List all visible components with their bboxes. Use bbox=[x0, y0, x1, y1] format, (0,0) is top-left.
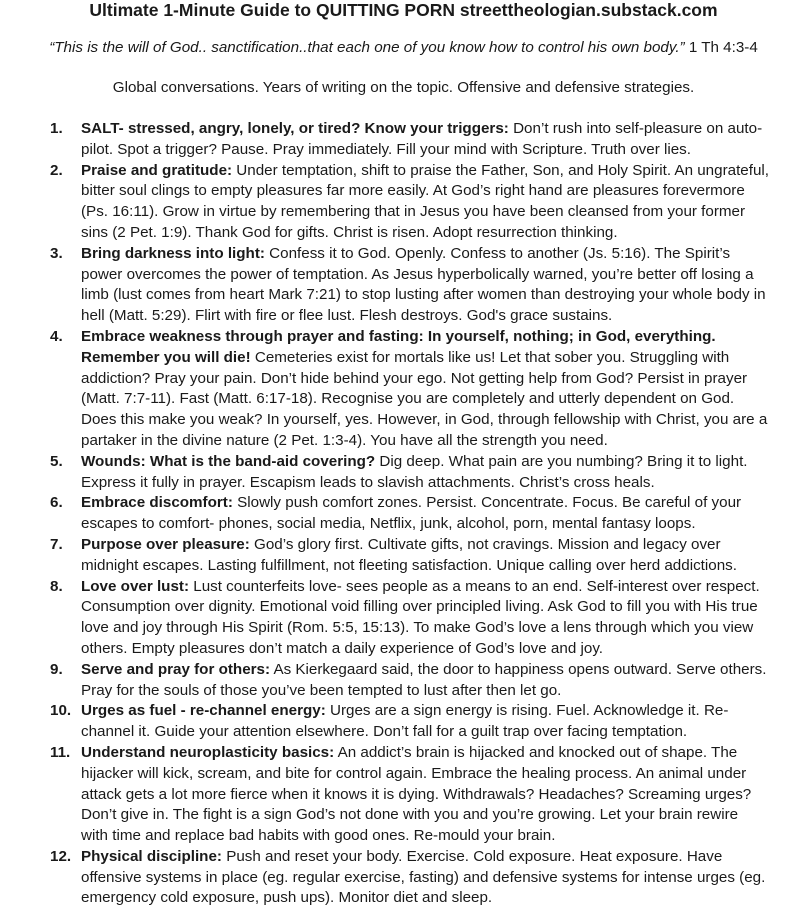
item-body: Urges are a sign energy is rising. Fuel. Acknowledge it. Re-channel it. Guide your attention elsewhere. Don’t fall for a guilt trap over facing temptation. bbox=[81, 702, 729, 741]
item-heading: Understand neuroplasticity basics: bbox=[81, 743, 335, 761]
item-body: An addict’s brain is hijacked and knocked out of shape. The hijacker will kick, scream, and bite for control again. Embrace the healing process. An animal under attack gets a lot more fierce when it knows it is dying. Withdrawals? Headaches? Screaming urges? Don’t give in. The fight is a sign God’s not done with you and you’re growing. Let your brain rewire with time and replace bad habits with good ones. Re-mould your brain. bbox=[81, 743, 752, 845]
item-body: Don’t rush into self-pleasure on auto-pilot. Spot a trigger? Pause. Pray immediately. Fill your mind with Scripture. Truth over lies. bbox=[81, 120, 763, 158]
item-body: Push and reset your body. Exercise. Cold exposure. Heat exposure. Have offensive systems in place (eg. regular exercise, fasting) and defensive systems for intense urges (eg. emergency cold exposure, push ups). Monitor diet and sleep. bbox=[81, 847, 766, 907]
steps-list bbox=[0, 119, 807, 909]
item-number: 8. bbox=[50, 577, 63, 595]
item-body: Slowly push comfort zones. Persist. Concentrate. Focus. Be careful of your escapes to comfort- phones, social media, Netflix, junk, alcohol, porn, mental fantasy loops. bbox=[81, 494, 742, 533]
item-body: Dig deep. What pain are you numbing? Bring it to light. Express it fully in prayer. Escapism leads to slavish attachments. Christ’s cross heals. bbox=[81, 452, 748, 491]
item-heading: Purpose over pleasure: bbox=[81, 535, 250, 553]
item-body: Under temptation, shift to praise the Father, Son, and Holy Spirit. An ungrateful, bitter soul clings to empty pleasures far more easily. At God’s right hand are pleasures forevermore (Ps. 16:11). Grow in virtue by remembering that in Jesus you have been cleansed from your former sins (2 Pet. 1:9). Thank God for gifts. Christ is risen. Adopt resurrection thinking. bbox=[81, 161, 770, 241]
item-number: 5. bbox=[50, 452, 63, 470]
item-heading: Embrace weakness through prayer and fasting: In yourself, nothing; in God, everything. Remember you will die! bbox=[81, 327, 716, 366]
list-item bbox=[0, 244, 807, 327]
scripture-quote bbox=[0, 38, 807, 58]
item-number: 10. bbox=[50, 702, 72, 720]
list-item bbox=[0, 660, 807, 702]
item-number: 12. bbox=[50, 847, 72, 865]
item-body: God’s glory first. Cultivate gifts, not cravings. Mission and legacy over midnight escapes. Lasting fulfillment, not fleeting satisfaction. Unique calling over herd addictions. bbox=[81, 535, 737, 574]
item-heading: Serve and pray for others: bbox=[81, 660, 271, 678]
list-item bbox=[0, 161, 807, 244]
list-item bbox=[0, 577, 807, 660]
item-number: 6. bbox=[50, 494, 63, 512]
page-title: Ultimate 1-Minute Guide to QUITTING PORN streettheologian.substack.com bbox=[89, 0, 718, 20]
list-item bbox=[0, 452, 807, 494]
item-body: As Kierkegaard said, the door to happiness opens outward. Serve others. Pray for the souls of those you’ve been tempted to lust after then let go. bbox=[81, 660, 767, 699]
intro-text: Global conversations. Years of writing on the topic. Offensive and defensive strategies. bbox=[112, 79, 695, 96]
list-item bbox=[0, 701, 807, 743]
list-item bbox=[0, 847, 807, 909]
item-heading: Praise and gratitude: bbox=[81, 161, 233, 179]
quote-text: “This is the will of God.. sanctification..that each one of you know how to control his own body.” bbox=[49, 39, 685, 56]
item-heading: Embrace discomfort: bbox=[81, 494, 233, 512]
item-number: 3. bbox=[50, 244, 63, 262]
item-body: Confess it to God. Openly. Confess to another (Js. 5:16). The Spirit’s power overcomes the power of temptation. As Jesus hyperbolically warned, you’re better off losing a limb (lust comes from heart Mark 7:21) to stop lusting after women than destroying your whole body in hell (Matt. 5:29). Flirt with fire or flee lust. Flesh destroys. God's grace sustains. bbox=[81, 244, 766, 325]
item-heading: SALT- stressed, angry, lonely, or tired? Know your triggers: bbox=[81, 120, 509, 137]
item-number: 11. bbox=[50, 743, 71, 761]
list-item bbox=[0, 493, 807, 535]
list-item bbox=[0, 327, 807, 452]
item-heading: Urges as fuel - re-channel energy: bbox=[81, 702, 326, 720]
list-item bbox=[0, 743, 807, 847]
item-number: 9. bbox=[50, 660, 63, 678]
item-number: 4. bbox=[50, 327, 63, 345]
item-heading: Love over lust: bbox=[81, 577, 190, 595]
item-body: Lust counterfeits love- sees people as a means to an end. Self-interest over respect. Consumption over dignity. Emotional void filling over principled living. Ask God to fill you with His true love and joy through His Spirit (Rom. 5:5, 15:13). To make God’s love a lens through which you view others. Empty pleasures don’t match a daily experience of God’s love and joy. bbox=[81, 577, 760, 657]
item-number: 7. bbox=[50, 535, 63, 553]
quote-reference: 1 Th 4:3-4 bbox=[684, 39, 758, 56]
list-item bbox=[0, 119, 807, 161]
item-heading: Wounds: What is the band-aid covering? bbox=[81, 452, 376, 470]
item-number: 2. bbox=[50, 161, 63, 179]
item-heading: Physical discipline: bbox=[81, 847, 222, 865]
item-heading: Bring darkness into light: bbox=[81, 244, 265, 262]
item-number: 1. bbox=[50, 120, 63, 137]
item-body: Cemeteries exist for mortals like us! Let that sober you. Struggling with addiction? Pray your pain. Don’t hide behind your ego. Not getting help from God? Persist in prayer (Matt. 7:7-11). Fast (Matt. 6:17-18). Recognise you are completely and utterly dependent on God. Does this make you weak? In yourself, yes. However, in God, through fellowship with Christ, you are a partaker in the divine nature (2 Pet. 1:3-4). You have all the strength you need. bbox=[81, 348, 768, 449]
list-item bbox=[0, 535, 807, 577]
